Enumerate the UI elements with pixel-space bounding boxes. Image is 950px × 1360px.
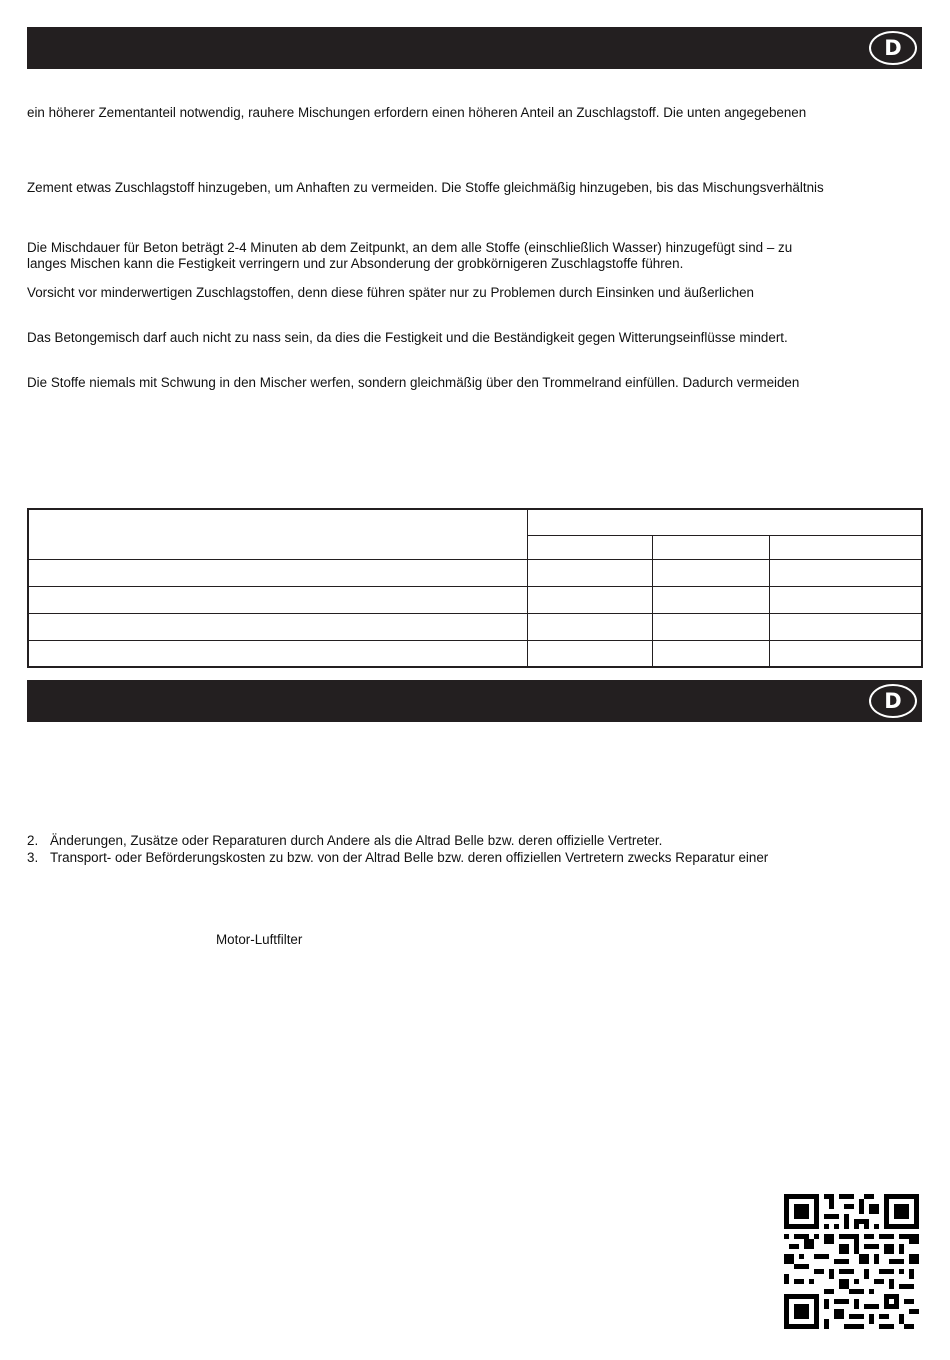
table-cell xyxy=(528,586,653,613)
table-row xyxy=(28,559,922,586)
paragraph-mixing-time-line2: langes Mischen kann die Festigkeit verringern und zur Absonderung der grobkörnigeren Zuschlagstoffe führen. xyxy=(27,256,684,271)
table-cell xyxy=(653,535,770,559)
table-cell xyxy=(528,559,653,586)
table-cell xyxy=(653,613,770,640)
language-badge: D xyxy=(869,31,917,65)
paragraph-aggregate-warning: Vorsicht vor minderwertigen Zuschlagstoffen, denn diese führen später nur zu Problemen durch Einsinken und äußerlichen xyxy=(27,285,754,300)
table-cell xyxy=(769,559,922,586)
qr-code xyxy=(784,1194,919,1329)
section-header-top xyxy=(27,27,922,69)
table-header-row xyxy=(28,509,922,535)
paragraph-add-materials: Zement etwas Zuschlagstoff hinzugeben, um Anhaften zu vermeiden. Die Stoffe gleichmäßig hinzugeben, bis das Mischungsverhältnis xyxy=(27,180,824,195)
table-cell xyxy=(28,586,528,613)
list-number: 3. xyxy=(27,850,39,865)
table-row xyxy=(28,613,922,640)
paragraph-mixing-time-line1: Die Mischdauer für Beton beträgt 2-4 Minuten ab dem Zeitpunkt, an dem alle Stoffe (einschließlich Wasser) hinzugefügt sind – zu xyxy=(27,240,793,255)
table-cell xyxy=(653,640,770,667)
mix-ratio-table xyxy=(27,508,923,668)
table-cell xyxy=(528,535,653,559)
exclusion-item-3 xyxy=(27,849,768,866)
table-cell xyxy=(769,535,922,559)
table-row xyxy=(28,640,922,667)
table-cell xyxy=(528,613,653,640)
section-header-bottom xyxy=(27,680,922,722)
table-cell xyxy=(653,586,770,613)
table-cell xyxy=(769,640,922,667)
table-cell xyxy=(769,613,922,640)
paragraph-cement-ratio: ein höherer Zementanteil notwendig, rauhere Mischungen erfordern einen höheren Anteil an Zuschlagstoff. Die unten angegebenen xyxy=(27,105,807,120)
table-cell xyxy=(28,613,528,640)
paragraph-loading-instructions: Die Stoffe niemals mit Schwung in den Mischer werfen, sondern gleichmäßig über den Trommelrand einfüllen. Dadurch vermeiden xyxy=(27,375,800,390)
table-cell xyxy=(769,586,922,613)
table-cell xyxy=(28,559,528,586)
table-cell xyxy=(28,640,528,667)
table-cell xyxy=(653,559,770,586)
list-text: Änderungen, Zusätze oder Reparaturen durch Andere als die Altrad Belle bzw. deren offizielle Vertreter. xyxy=(50,833,663,848)
air-filter-label: Motor-Luftfilter xyxy=(216,932,303,947)
list-text: Transport- oder Beförderungskosten zu bzw. von der Altrad Belle bzw. deren offiziellen Vertretern zwecks Reparatur einer xyxy=(50,850,769,865)
table-header-cell xyxy=(28,509,528,559)
table-cell xyxy=(528,640,653,667)
list-number: 2. xyxy=(27,833,39,848)
table-header-group-cell xyxy=(528,509,922,535)
paragraph-wetness-warning: Das Betongemisch darf auch nicht zu nass sein, da dies die Festigkeit und die Beständigkeit gegen Witterungseinflüsse mindert. xyxy=(27,330,788,345)
language-badge: D xyxy=(869,684,917,718)
table-row xyxy=(28,586,922,613)
exclusion-item-2 xyxy=(27,832,662,849)
